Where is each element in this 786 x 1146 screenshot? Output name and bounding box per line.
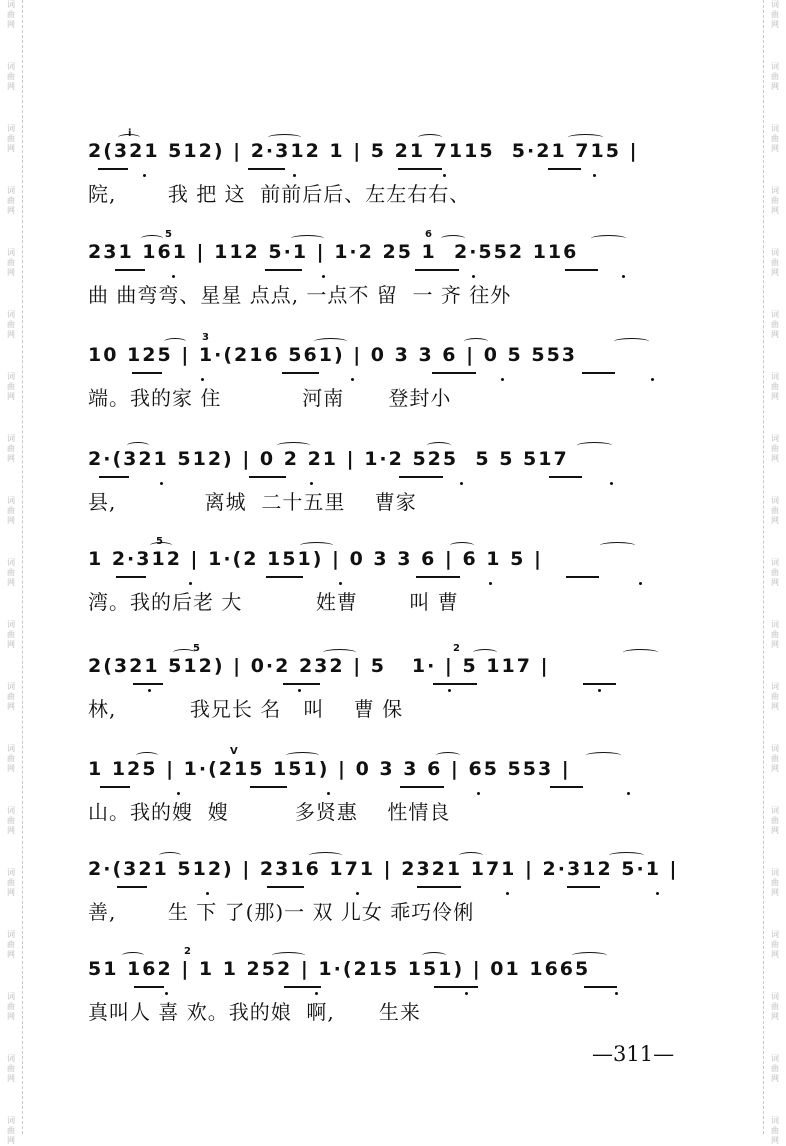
watermark-mark: 词 曲 网 bbox=[771, 0, 779, 29]
beat-underline bbox=[567, 886, 600, 888]
grace-note-mark: V bbox=[230, 746, 238, 757]
notation-line: 51 162 | 1 1 252 | 1·(215 151) | 01 1665 bbox=[88, 958, 591, 980]
notation-line: 231 161 | 112 5·1 | 1·2 25 1 2·552 116 bbox=[88, 241, 579, 263]
watermark-mark: 词 曲 网 bbox=[771, 1054, 779, 1083]
watermark-mark: 词 曲 网 bbox=[7, 186, 15, 215]
octave-dot bbox=[177, 792, 180, 795]
watermark-mark: 词 曲 网 bbox=[771, 868, 779, 897]
octave-dot bbox=[148, 689, 151, 692]
beat-underline bbox=[432, 372, 476, 374]
beat-underline bbox=[115, 269, 145, 271]
watermark-mark: 词 曲 网 bbox=[7, 310, 15, 339]
slur-mark bbox=[459, 852, 483, 859]
lyrics-line: 善, 生 下 了(那)一 双 儿女 乖巧伶俐 bbox=[88, 900, 475, 924]
notation-line: 1 125 | 1·(215 151) | 0 3 3 6 | 65 553 | bbox=[88, 758, 571, 780]
octave-dot bbox=[310, 482, 313, 485]
watermark-mark: 词 曲 网 bbox=[771, 992, 779, 1021]
beat-underline bbox=[283, 683, 320, 685]
slur-mark bbox=[600, 542, 635, 549]
slur-mark bbox=[577, 442, 612, 449]
beat-underline bbox=[583, 683, 616, 685]
watermark-mark: 词 曲 网 bbox=[771, 806, 779, 835]
octave-dot bbox=[593, 174, 596, 177]
octave-dot bbox=[627, 792, 630, 795]
notation-line: 2(321 512) | 2·312 1 | 5 21 7115 5·21 715 | bbox=[88, 140, 639, 162]
slur-mark bbox=[418, 134, 442, 141]
grace-note-mark: i bbox=[128, 128, 132, 139]
beat-underline bbox=[416, 576, 460, 578]
notation-line: 2·(321 512) | 0 2 21 | 1·2 525 5 5 517 bbox=[88, 448, 569, 470]
watermark-mark: 词 曲 网 bbox=[771, 62, 779, 91]
beat-underline bbox=[565, 269, 598, 271]
beat-underline bbox=[433, 683, 477, 685]
beat-underline bbox=[249, 476, 286, 478]
octave-dot bbox=[293, 174, 296, 177]
notation-line: 10 125 | 1·(216 561) | 0 3 3 6 | 0 5 553 bbox=[88, 344, 578, 366]
watermark-mark: 词 曲 网 bbox=[771, 310, 779, 339]
slur-mark bbox=[586, 752, 621, 759]
octave-dot bbox=[339, 582, 342, 585]
octave-dot bbox=[489, 582, 492, 585]
watermark-mark: 词 曲 网 bbox=[7, 806, 15, 835]
lyrics-line: 山。我的嫂 嫂 多贤惠 性情良 bbox=[88, 800, 451, 824]
octave-dot bbox=[651, 378, 654, 381]
watermark-mark: 词 曲 网 bbox=[7, 434, 15, 463]
slur-mark bbox=[473, 649, 497, 656]
slur-mark bbox=[436, 752, 460, 759]
lyrics-line: 端。我的家 住 河南 登封小 bbox=[88, 386, 452, 410]
slur-mark bbox=[141, 235, 163, 242]
watermark-mark: 词 曲 网 bbox=[771, 248, 779, 277]
slur-mark bbox=[450, 542, 474, 549]
notation-line: 2(321 512) | 0·2 232 | 5 1· | 5 117 | bbox=[88, 655, 550, 677]
grace-note-mark: 5 bbox=[165, 229, 172, 240]
octave-dot bbox=[506, 892, 509, 895]
beat-underline bbox=[398, 168, 442, 170]
beat-underline bbox=[548, 168, 581, 170]
slur-mark bbox=[118, 134, 140, 141]
watermark-mark: 词 曲 网 bbox=[7, 248, 15, 277]
octave-dot bbox=[610, 482, 613, 485]
slur-mark bbox=[150, 542, 172, 549]
octave-dot bbox=[351, 378, 354, 381]
watermark-mark: 词 曲 网 bbox=[7, 744, 15, 773]
slur-mark bbox=[314, 338, 347, 345]
slur-mark bbox=[623, 649, 658, 656]
slur-mark bbox=[427, 442, 451, 449]
watermark-mark: 词 曲 网 bbox=[7, 620, 15, 649]
octave-dot bbox=[465, 992, 468, 995]
notation-line: 2·(321 512) | 2316 171 | 2321 171 | 2·312 5·1 | bbox=[88, 858, 679, 880]
beat-underline bbox=[117, 886, 147, 888]
grace-note-mark: 2 bbox=[453, 643, 460, 654]
slur-mark bbox=[441, 235, 465, 242]
watermark-mark: 词 曲 网 bbox=[7, 868, 15, 897]
octave-dot bbox=[143, 174, 146, 177]
octave-dot bbox=[477, 792, 480, 795]
beat-underline bbox=[265, 269, 302, 271]
watermark-mark: 词 曲 网 bbox=[771, 372, 779, 401]
beat-underline bbox=[582, 372, 615, 374]
slur-mark bbox=[300, 542, 333, 549]
slur-mark bbox=[323, 649, 356, 656]
watermark-mark: 词 曲 网 bbox=[7, 682, 15, 711]
grace-note-mark: 5 bbox=[156, 536, 163, 547]
octave-dot bbox=[327, 792, 330, 795]
watermark-mark: 词 曲 网 bbox=[7, 1054, 15, 1083]
grace-note-mark: 2 bbox=[184, 946, 191, 957]
beat-underline bbox=[133, 683, 163, 685]
watermark-mark: 词 曲 网 bbox=[771, 1116, 779, 1145]
beat-underline bbox=[417, 886, 461, 888]
beat-underline bbox=[134, 986, 164, 988]
page-number: —311— bbox=[592, 1042, 675, 1066]
watermark-mark: 词 曲 网 bbox=[771, 186, 779, 215]
watermark-mark: 词 曲 网 bbox=[771, 558, 779, 587]
beat-underline bbox=[550, 786, 583, 788]
beat-underline bbox=[282, 372, 319, 374]
notation-line: 1 2·312 | 1·(2 151) | 0 3 3 6 | 6 1 5 | bbox=[88, 548, 543, 570]
octave-dot bbox=[206, 892, 209, 895]
slur-mark bbox=[127, 442, 149, 449]
beat-underline bbox=[284, 986, 321, 988]
octave-dot bbox=[322, 275, 325, 278]
watermark-mark: 词 曲 网 bbox=[771, 620, 779, 649]
slur-mark bbox=[422, 952, 446, 959]
beat-underline bbox=[566, 576, 599, 578]
grace-note-mark: 3 bbox=[202, 332, 209, 343]
octave-dot bbox=[598, 689, 601, 692]
lyrics-line: 真叫人 喜 欢。我的娘 啊, 生来 bbox=[88, 1000, 421, 1024]
slur-mark bbox=[568, 134, 603, 141]
slur-mark bbox=[609, 852, 644, 859]
slur-mark bbox=[572, 952, 607, 959]
beat-underline bbox=[248, 168, 285, 170]
lyrics-line: 县, 离城 二十五里 曹家 bbox=[88, 490, 417, 514]
beat-underline bbox=[399, 476, 443, 478]
octave-dot bbox=[172, 275, 175, 278]
beat-underline bbox=[116, 576, 146, 578]
octave-dot bbox=[639, 582, 642, 585]
watermark-mark: 词 曲 网 bbox=[771, 434, 779, 463]
octave-dot bbox=[501, 378, 504, 381]
watermark-mark: 词 曲 网 bbox=[7, 930, 15, 959]
slur-mark bbox=[268, 134, 301, 141]
watermark-mark: 词 曲 网 bbox=[771, 496, 779, 525]
beat-underline bbox=[250, 786, 287, 788]
beat-underline bbox=[584, 986, 617, 988]
octave-dot bbox=[165, 992, 168, 995]
slur-mark bbox=[277, 442, 310, 449]
beat-underline bbox=[267, 886, 304, 888]
slur-mark bbox=[159, 852, 181, 859]
beat-underline bbox=[400, 786, 444, 788]
watermark-mark: 词 曲 网 bbox=[7, 372, 15, 401]
octave-dot bbox=[448, 689, 451, 692]
slur-mark bbox=[591, 235, 626, 242]
octave-dot bbox=[189, 582, 192, 585]
beat-underline bbox=[434, 986, 478, 988]
octave-dot bbox=[160, 482, 163, 485]
octave-dot bbox=[460, 482, 463, 485]
octave-dot bbox=[201, 378, 204, 381]
slur-mark bbox=[122, 952, 144, 959]
watermark-mark: 词 曲 网 bbox=[7, 992, 15, 1021]
beat-underline bbox=[415, 269, 459, 271]
watermark-mark: 词 曲 网 bbox=[7, 124, 15, 153]
beat-underline bbox=[100, 786, 130, 788]
beat-underline bbox=[132, 372, 162, 374]
watermark-mark: 词 曲 网 bbox=[771, 930, 779, 959]
watermark-mark: 词 曲 网 bbox=[771, 682, 779, 711]
octave-dot bbox=[298, 689, 301, 692]
beat-underline bbox=[99, 476, 129, 478]
watermark-mark: 词 曲 网 bbox=[7, 558, 15, 587]
octave-dot bbox=[622, 275, 625, 278]
slur-mark bbox=[286, 752, 319, 759]
grace-note-mark: 6 bbox=[425, 229, 432, 240]
lyrics-line: 湾。我的后老 大 姓曹 叫 曹 bbox=[88, 590, 459, 614]
slur-mark bbox=[173, 649, 195, 656]
octave-dot bbox=[443, 174, 446, 177]
beat-underline bbox=[549, 476, 582, 478]
watermark-mark: 词 曲 网 bbox=[7, 62, 15, 91]
watermark-mark: 词 曲 网 bbox=[7, 1116, 15, 1145]
slur-mark bbox=[136, 752, 158, 759]
lyrics-line: 曲 曲弯弯、星星 点点, 一点不 留 一 齐 往外 bbox=[88, 283, 512, 307]
watermark-mark: 词 曲 网 bbox=[771, 124, 779, 153]
octave-dot bbox=[656, 892, 659, 895]
watermark-mark: 词 曲 网 bbox=[7, 0, 15, 29]
beat-underline bbox=[266, 576, 303, 578]
beat-underline bbox=[98, 168, 128, 170]
slur-mark bbox=[309, 852, 342, 859]
slur-mark bbox=[614, 338, 649, 345]
grace-note-mark: 5 bbox=[193, 643, 200, 654]
lyrics-line: 院, 我 把 这 前前后后、左左右右、 bbox=[88, 182, 471, 206]
slur-mark bbox=[291, 235, 324, 242]
watermark-mark: 词 曲 网 bbox=[7, 496, 15, 525]
octave-dot bbox=[315, 992, 318, 995]
slur-mark bbox=[164, 338, 186, 345]
octave-dot bbox=[356, 892, 359, 895]
lyrics-line: 林, 我兄长 名 叫 曹 保 bbox=[88, 697, 404, 721]
watermark-mark: 词 曲 网 bbox=[771, 744, 779, 773]
slur-mark bbox=[464, 338, 488, 345]
slur-mark bbox=[272, 952, 305, 959]
octave-dot bbox=[472, 275, 475, 278]
octave-dot bbox=[615, 992, 618, 995]
